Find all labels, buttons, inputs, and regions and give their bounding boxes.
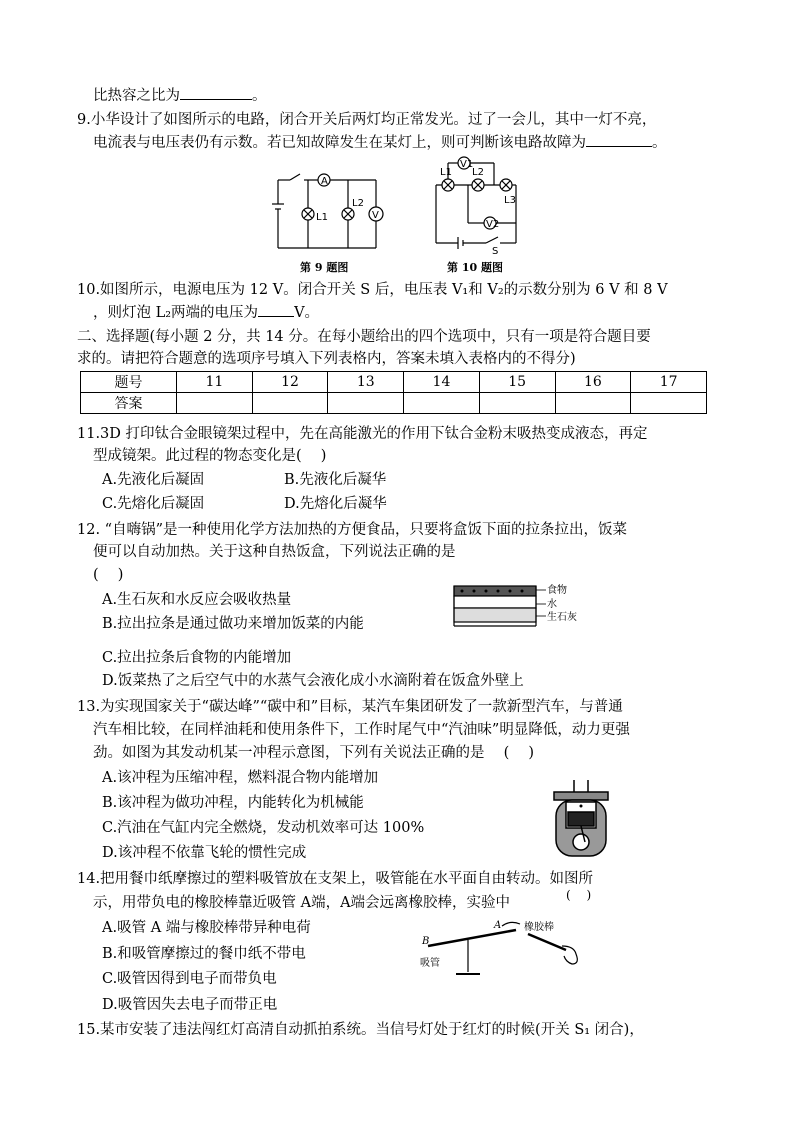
q13-option-a: A.该冲程为压缩冲程，燃料混合物内能增加 [102, 770, 379, 786]
q15-line1: 15.某市安装了违法闯红灯高清自动抓拍系统。当信号灯处于红灯的时候(开关 S₁ 闭合)， [77, 1022, 644, 1038]
circuit-diagram-q10 [428, 155, 528, 255]
q8-tail-text: 比热容之比为 [93, 88, 180, 104]
self-heating-box-figure [450, 582, 600, 632]
answer-cell[interactable] [252, 393, 328, 414]
ammeter-label: A [321, 176, 328, 187]
q13-option-c: C.汽油在气缸内完全燃烧，发动机效率可达 100% [102, 820, 425, 836]
answer-cell[interactable] [177, 393, 253, 414]
q8-tail [93, 85, 267, 106]
q14-option-a: A.吸管 A 端与橡胶棒带异种电荷 [102, 920, 311, 936]
q11-line2: 型成镜架。此过程的物态变化是( ) [93, 448, 327, 464]
q10-line2 [93, 302, 319, 323]
straw-end-a-label: A [494, 920, 502, 931]
table-cell: 15 [479, 372, 555, 393]
lamp-l3-label: L3 [504, 195, 516, 206]
q13-option-b: B.该冲程为做功冲程，内能转化为机械能 [102, 795, 364, 811]
q9-line2-end: 。 [652, 135, 667, 151]
section2-line1: 二、选择题(每小题 2 分，共 14 分。在每小题给出的四个选项中，只有一项是符合题目要 [77, 329, 651, 345]
quicklime-label: 生石灰 [547, 612, 577, 623]
q13-line1: 13.为实现国家关于“碳达峰”“碳中和”目标，某汽车集团研发了一款新型汽车，与普通 [77, 699, 623, 715]
q14-option-d: D.吸管因失去电子而带正电 [102, 997, 278, 1013]
q12-option-a: A.生石灰和水反应会吸收热量 [102, 592, 292, 608]
answer-cell[interactable] [555, 393, 631, 414]
q13-line2: 汽车相比较，在同样油耗和使用条件下，工作时尾气中“汽油味”明显降低，动力更强 [93, 722, 630, 738]
q11-option-d: D.先熔化后凝华 [284, 496, 387, 512]
answer-table [80, 371, 707, 414]
lamp-l2-label: L2 [472, 167, 484, 178]
q14-option-b: B.和吸管摩擦过的餐巾纸不带电 [102, 946, 306, 962]
q10-line1: 10.如图所示，电源电压为 12 V。闭合开关 S 后，电压表 V₁和 V₂的示数分别为 6 V 和 8 V [77, 282, 668, 298]
answer-blank[interactable] [180, 85, 252, 100]
straw-label: 吸管 [420, 958, 440, 969]
voltmeter-label: V [372, 210, 379, 221]
answer-blank[interactable] [258, 302, 294, 317]
q14-line2: 示，用带负电的橡胶棒靠近吸管 A端，A端会远离橡胶棒，实验中 [93, 895, 511, 911]
q14-line1: 14.把用餐巾纸摩擦过的塑料吸管放在支架上，吸管能在水平面自由转动。如图所 [77, 871, 594, 887]
straw-rubber-rod-figure [416, 916, 588, 990]
q12-line2: 便可以自动加热。关于这种自热饭盒，下列说法正确的是 [93, 544, 456, 560]
q13-line3: 劲。如图为其发动机某一冲程示意图，下列有关说法正确的是 ( ) [93, 745, 535, 761]
table-header-cell: 答案 [81, 393, 177, 414]
straw-end-b-label: B [422, 936, 430, 947]
table-cell: 11 [177, 372, 253, 393]
answer-cell[interactable] [328, 393, 404, 414]
answer-cell[interactable] [631, 393, 707, 414]
q11-option-a: A.先液化后凝固 [102, 472, 205, 488]
lamp-l2-label: L2 [352, 198, 364, 209]
q12-line3: ( ) [93, 567, 124, 583]
q8-end: 。 [252, 88, 267, 104]
q10-line2-text: ，则灯泡 L₂两端的电压为 [93, 305, 259, 321]
lamp-l1-label: L1 [440, 167, 452, 178]
answer-cell[interactable] [404, 393, 480, 414]
table-cell: 16 [555, 372, 631, 393]
q9-line2-text: 电流表与电压表仍有示数。若已知故障发生在某灯上，则可判断该电路故障为 [93, 135, 586, 151]
engine-stroke-figure [548, 778, 614, 862]
water-label: 水 [547, 599, 557, 610]
answer-cell[interactable] [479, 393, 555, 414]
voltmeter-v1-label: V1 [460, 159, 474, 170]
table-header-cell: 题号 [81, 372, 177, 393]
switch-s-label: S [492, 246, 499, 255]
q14-option-c: C.吸管因得到电子而带负电 [102, 971, 277, 987]
q12-option-d: D.饭菜热了之后空气中的水蒸气会液化成小水滴附着在饭盒外壁上 [102, 673, 524, 689]
q9-line1: 9.小华设计了如图所示的电路，闭合开关后两灯均正常发光。过了一会儿，其中一灯不亮， [77, 112, 657, 128]
food-label: 食物 [547, 585, 567, 596]
lamp-l1-label: L1 [316, 212, 328, 223]
q13-option-d: D.该冲程不依靠飞轮的惯性完成 [102, 845, 307, 861]
circuit-diagram-q9 [268, 170, 388, 255]
section2-line2: 求的。请把符合题意的选项序号填入下列表格内，答案未填入表格内的不得分) [77, 351, 576, 367]
fig10-caption: 第 10 题图 [447, 261, 503, 274]
table-cell: 17 [631, 372, 707, 393]
table-row [81, 393, 707, 414]
table-cell: 13 [328, 372, 404, 393]
fig9-caption: 第 9 题图 [300, 261, 349, 274]
voltmeter-v2-label: V2 [486, 219, 500, 230]
rubber-rod-label: 橡胶棒 [524, 922, 554, 933]
q11-line1: 11.3D 打印钛合金眼镜架过程中，先在高能激光的作用下钛合金粉末吸热变成液态，再定 [77, 426, 648, 442]
q12-option-b: B.拉出拉条是通过做功来增加饭菜的内能 [102, 616, 364, 632]
table-row [81, 372, 707, 393]
q14-paren: ( ) [566, 888, 592, 902]
q10-line2-end: V。 [294, 305, 320, 321]
q11-option-b: B.先液化后凝华 [284, 472, 387, 488]
q9-line2 [93, 132, 667, 153]
q12-line1: 12. “自嗨锅”是一种使用化学方法加热的方便食品，只要将盒饭下面的拉条拉出，饭菜 [77, 522, 627, 538]
answer-blank[interactable] [586, 132, 652, 147]
table-cell: 12 [252, 372, 328, 393]
q11-option-c: C.先熔化后凝固 [102, 496, 205, 512]
q12-option-c: C.拉出拉条后食物的内能增加 [102, 650, 292, 666]
table-cell: 14 [404, 372, 480, 393]
